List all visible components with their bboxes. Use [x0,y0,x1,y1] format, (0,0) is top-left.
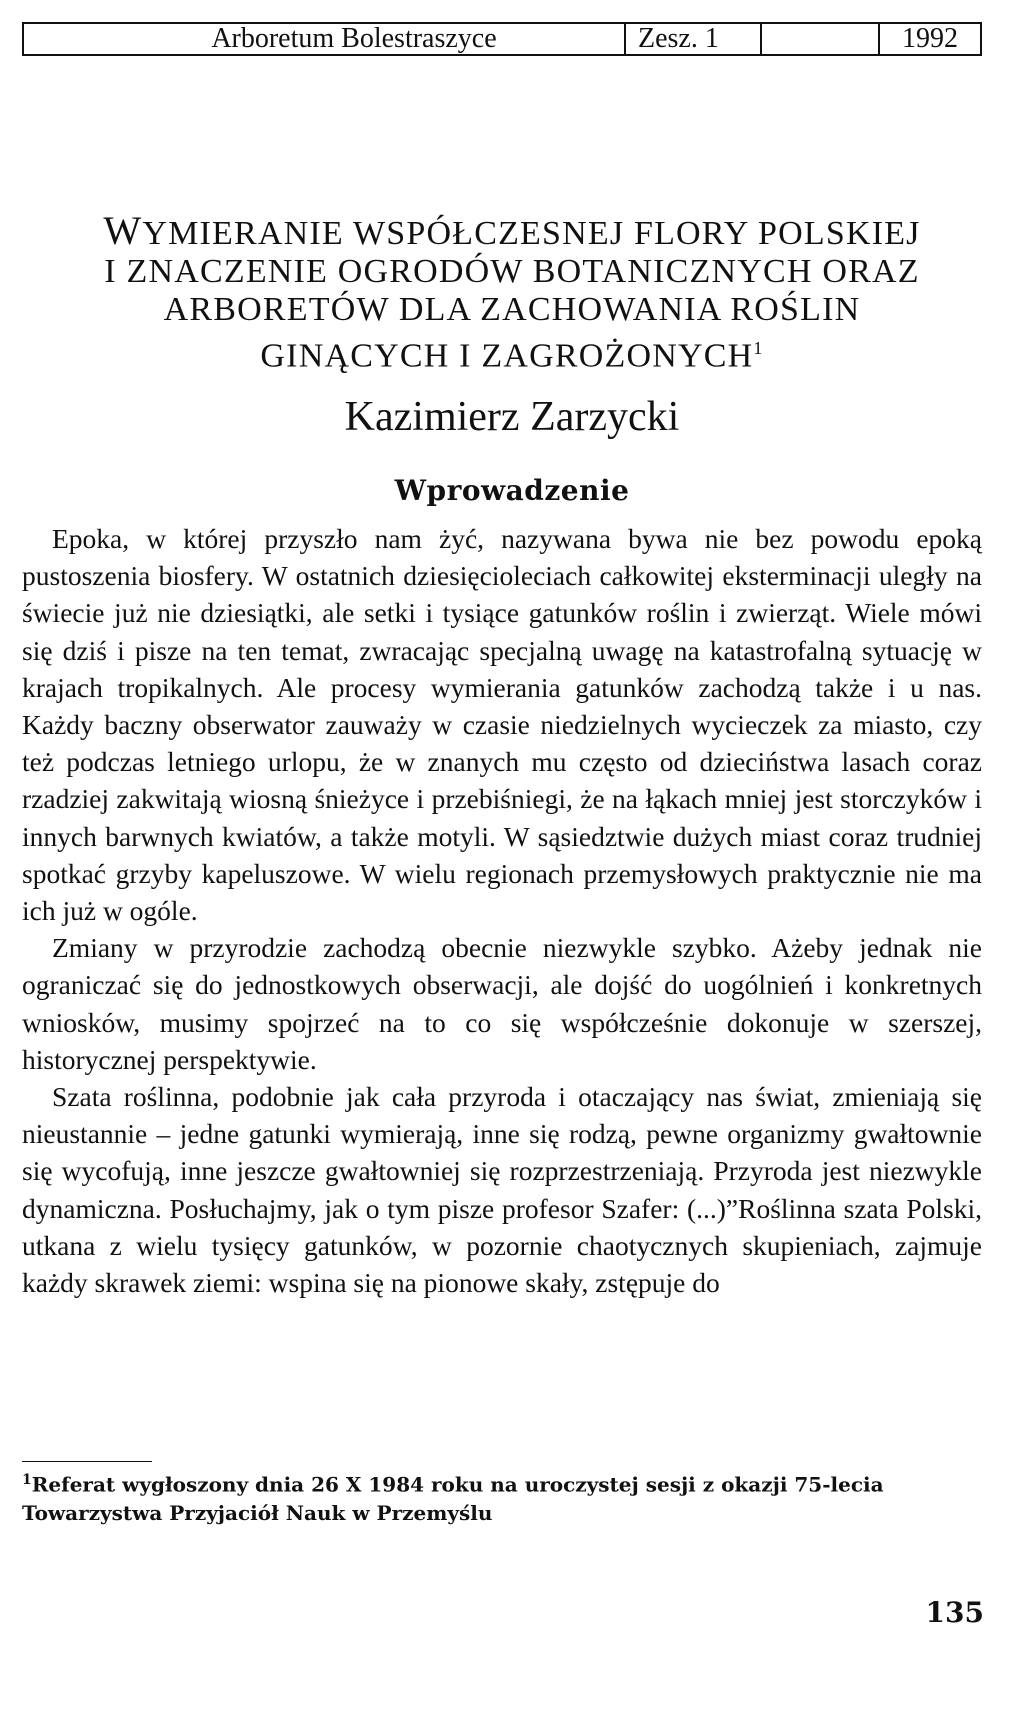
title-line-1: WYMIERANIE WSPÓŁCZESNEJ FLORY POLSKIEJ [103,208,921,253]
footnote [22,1466,982,1527]
running-header [22,22,982,56]
paragraph-1: Epoka, w której przyszło nam żyć, nazywana bywa nie bez powodu epoką pustoszenia biosfery. W ostatnich dziesięcioleciach całkowitej eksterminacji uległy na świecie już nie dziesiątki, ale setki i tysiące gatunków roślin i zwierząt. Wiele mówi się dziś i pisze na ten temat, zwracając specjalną uwagę na katastrofalną sytuację w krajach tropikalnych. Ale procesy wymierania gatunków zachodzą także i u nas. Każdy baczny obserwator zauważy w czasie niedzielnych wycieczek za miasto, czy też podczas letniego urlopu, że w znanych mu często od dzieciństwa lasach coraz rzadziej zakwitają wiosną śnieżyce i przebiśniegi, że na łąkach mniej jest storczyków i innych barwnych kwiatów, a także motyli. W sąsiedztwie dużych miast coraz trudniej spotkać grzyby kapeluszowe. W wielu regionach przemysłowych praktycznie nie ma ich już w ogóle. [22,523,982,927]
header-empty-cell [762,24,880,54]
author-name: Kazimierz Zarzycki [344,394,680,440]
section-heading: Wprowadzenie [394,474,630,507]
title-line-4: GINĄCYCH I ZAGROŻONYCH$^1$ [260,337,764,375]
issue-number: Zesz. 1 [624,24,762,54]
article-title [0,208,1024,375]
title-footnote-mark: 1 [753,338,764,358]
footnote-text: Referat wygłoszony dnia 26 X 1984 roku na uroczystej sesji z okazji 75-lecia Towarzystwa Przyjaciół Nauk w Przemyślu [22,1472,884,1525]
page-number: 135 [925,1596,984,1629]
paragraph-3: Szata roślinna, podobnie jak cała przyroda i otaczający nas świat, zmieniają się nieustannie – jedne gatunki wymierają, inne się rodzą, pewne organizmy gwałtownie się wycofują, inne jeszcze gwałtowniej się rozprzestrzeniają. Przyroda jest niezwykle dynamiczna. Posłuchajmy, jak o tym pisze profesor Szafer: (...)”Roślinna szata Polski, utkana z wielu tysięcy gatunków, w pozornie chaotycznych skupieniach, zajmuje każdy skrawek ziemi: wspina się na pionowe skały, zstępuje do [22,1081,982,1299]
title-line-3: ARBORETÓW DLA ZACHOWANIA ROŚLIN [163,291,861,328]
publication-year: 1992 [902,23,958,54]
journal-name: Arboretum Bolestraszyce [211,23,497,54]
paragraph-2: Zmiany w przyrodzie zachodzą obecnie niezwykle szybko. Ażeby jednak nie ograniczać się do jednostkowych obserwacji, ale dojść do uogólnień i konkretnych wniosków, musimy spojrzeć na to co się współcześnie dokonuje w szerszej, historycznej perspektywie. [22,932,982,1075]
title-line-2: I ZNACZENIE OGRODÓW BOTANICZNYCH ORAZ [104,253,920,290]
body-text [22,520,982,1301]
footnote-divider [22,1461,152,1462]
footnote-mark: 1 [22,1472,32,1488]
